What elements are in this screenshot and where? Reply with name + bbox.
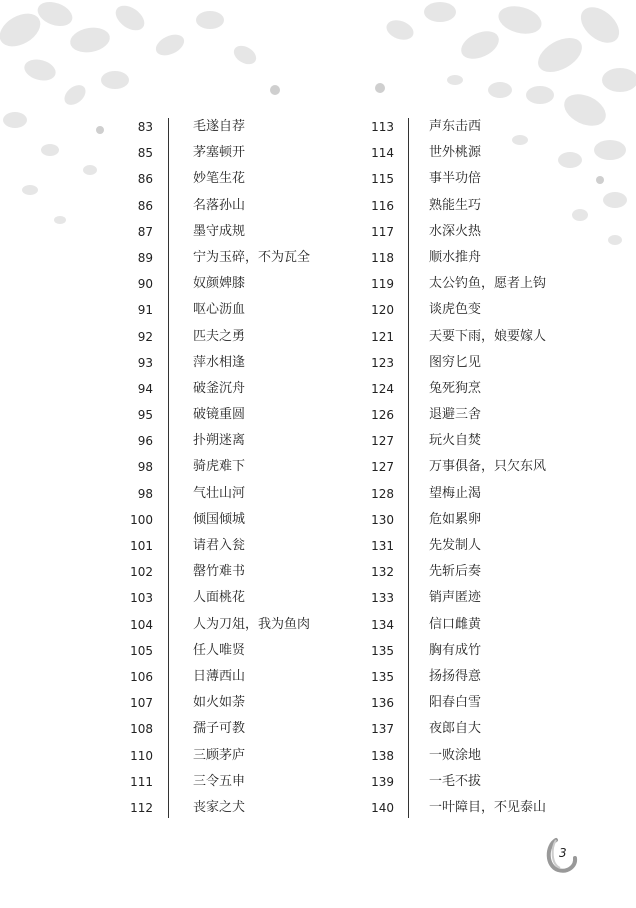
toc-page-number: 133 [371,591,394,606]
toc-page-number: 98 [137,460,153,475]
toc-page-number: 105 [130,643,153,658]
toc-page-number: 111 [130,774,153,789]
toc-entry-title: 丧家之犬 [193,799,246,815]
toc-page-number: 98 [137,486,153,501]
toc-entry-title: 退避三舍 [429,407,482,423]
toc-entry-title: 声东击西 [429,119,482,134]
toc-entry-title: 阳春白雪 [429,695,482,711]
toc-page-number: 130 [371,512,394,527]
toc-page-number: 139 [371,774,394,789]
toc-page-number: 94 [137,381,153,396]
toc-page-number: 140 [371,800,394,815]
toc-entry-title: 夜郎自大 [429,721,482,737]
toc-entry-title: 先发制人 [429,538,482,553]
toc-page-number: 124 [371,381,394,396]
toc-entry-title: 三令五申 [193,773,246,789]
toc-page-number: 93 [137,355,153,370]
toc-entry-title: 倾国倾城 [193,511,246,527]
toc-entry-title: 如火如荼 [193,695,246,711]
toc-page-number: 119 [371,277,394,292]
toc-entry-title: 茅塞顿开 [193,145,246,161]
toc-page-number: 83 [137,120,153,134]
toc-entry-title: 危如累卵 [429,511,482,527]
toc-page-number: 136 [371,696,394,711]
toc-entry-title: 三顾茅庐 [193,747,246,763]
toc-entry-title: 世外桃源 [429,145,482,161]
toc-entry-title: 天要下雨，娘要嫁人 [429,328,547,344]
toc-entry-title: 熟能生巧 [429,197,482,213]
toc-page-number: 91 [137,303,153,318]
right-column-divider [408,118,409,818]
toc-page-number: 138 [371,748,394,763]
toc-page-number: 89 [137,250,153,265]
toc-entry-title: 名落孙山 [193,197,246,213]
toc-page-number: 132 [371,565,394,580]
toc-page-number: 104 [130,617,153,632]
left-column-divider [168,118,169,818]
toc-entry-title: 墨守成规 [193,223,246,239]
toc-entry-title: 请君入瓮 [193,538,246,553]
toc-entry-title: 骑虎难下 [193,459,246,475]
toc-page-number: 135 [371,669,394,684]
page-number-badge [542,836,582,876]
toc-page-number: 134 [371,617,394,632]
toc-page-number: 106 [130,669,153,684]
toc-entry-title: 信口雌黄 [429,616,482,632]
toc-entry-title: 奴颜婢膝 [193,276,246,292]
toc-entry-title: 人为刀俎，我为鱼肉 [193,616,311,632]
toc-page-number: 85 [137,146,153,161]
toc-entry-title: 破镜重圆 [193,407,246,423]
toc-page-number: 120 [371,303,394,318]
page-number: 3 [559,846,567,860]
toc-entry-title: 先斩后奏 [429,564,482,580]
toc-entry-title: 毛遂自荐 [193,119,246,134]
toc-page-number: 128 [371,486,394,501]
toc-entry-title: 太公钓鱼，愿者上钩 [429,276,547,292]
toc-page-number: 92 [137,329,153,344]
toc-page-number: 96 [137,434,153,449]
toc-entry-title: 破釜沉舟 [193,380,246,396]
toc-entry-title: 事半功倍 [429,171,482,187]
toc-page-number: 100 [130,512,153,527]
toc-page-number: 116 [371,198,394,213]
toc-page-number: 131 [371,539,394,553]
toc-page-number: 115 [371,172,394,187]
toc-entry-title: 孺子可教 [193,721,246,737]
toc-page-number: 112 [130,800,153,815]
toc-entry-title: 宁为玉碎，不为瓦全 [193,249,311,265]
toc-entry-title: 一败涂地 [429,747,482,763]
toc-page-number: 86 [137,198,153,213]
toc-entry-title: 顺水推舟 [429,249,482,265]
toc-entry-title: 扬扬得意 [429,668,482,684]
toc-page-number: 117 [371,224,394,239]
toc-page-number: 103 [130,591,153,606]
toc-page-number: 123 [371,355,394,370]
toc-page-number: 108 [130,722,153,737]
toc-entry-title: 任人唯贤 [193,642,246,658]
toc-page-number: 113 [371,120,394,134]
toc-entry-title: 妙笔生花 [193,171,246,187]
toc-page-number: 90 [137,277,153,292]
toc-page-number: 87 [137,224,153,239]
toc-page-number: 101 [130,539,153,553]
toc-entry-title: 胸有成竹 [429,642,482,658]
toc-entry-title: 扑朔迷离 [193,433,246,449]
toc-entry-title: 人面桃花 [193,590,246,606]
toc-entry-title: 玩火自焚 [429,433,482,449]
toc-entry-title: 呕心沥血 [193,302,246,318]
toc-page-number: 118 [371,250,394,265]
decorative-leaf-pattern [0,0,636,260]
toc-entry-title: 兔死狗烹 [429,380,482,396]
toc-page-number: 126 [371,408,394,423]
toc-page-number: 135 [371,643,394,658]
toc-entry-title: 销声匿迹 [429,590,482,606]
toc-page-number: 110 [130,748,153,763]
toc-page-number: 127 [371,434,394,449]
toc-entry-title: 罄竹难书 [193,564,246,580]
toc-page-number: 86 [137,172,153,187]
toc-entry-title: 图穷匕见 [429,354,482,370]
toc-entry-title: 匹夫之勇 [193,328,246,344]
toc-page-number: 102 [130,565,153,580]
toc-entry-title: 一叶障目，不见泰山 [429,799,547,815]
toc-entry-title: 水深火热 [429,223,482,239]
toc-entry-title: 万事俱备，只欠东风 [429,459,547,475]
toc-page-number: 127 [371,460,394,475]
toc-page-number: 137 [371,722,394,737]
toc-entry-title: 谈虎色变 [429,302,482,318]
toc-page-number: 121 [371,329,394,344]
toc-entry-title: 萍水相逢 [193,354,246,370]
toc-entry-title: 一毛不拔 [429,773,482,789]
toc-page-number: 107 [130,696,153,711]
toc-entry-title: 日薄西山 [193,668,246,684]
toc-page-number: 95 [137,408,153,423]
toc-entry-title: 望梅止渴 [429,485,482,501]
toc-page-number: 114 [371,146,394,161]
toc-entry-title: 气壮山河 [193,485,246,501]
